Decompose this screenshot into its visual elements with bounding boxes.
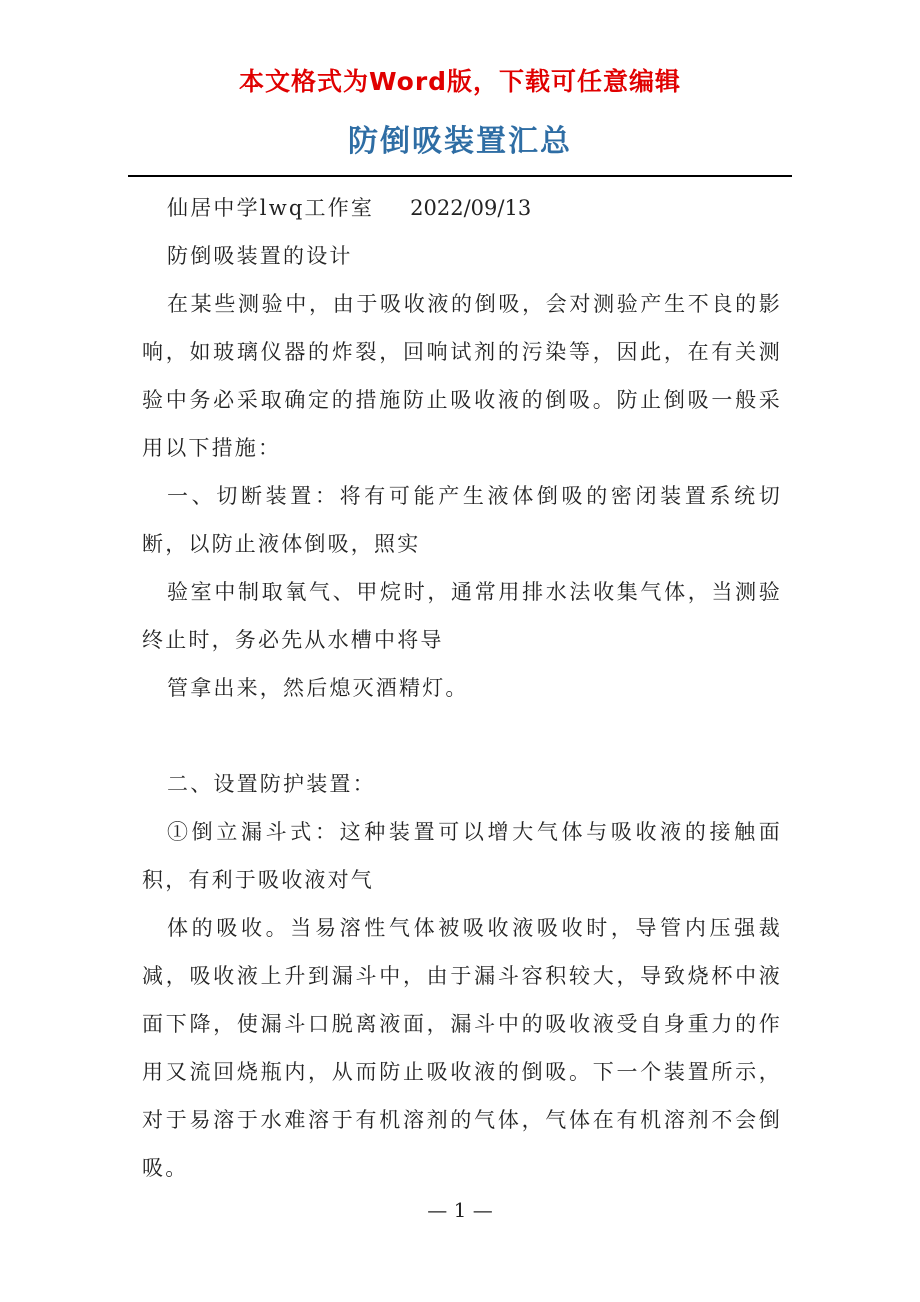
document-title: 防倒吸装置汇总 — [348, 124, 572, 159]
meta-line — [142, 184, 782, 232]
document-body — [142, 184, 782, 1192]
paragraph: ①倒立漏斗式：这种装置可以增大气体与吸收液的接触面积，有利于吸收液对气 — [142, 820, 782, 892]
blank-line — [142, 712, 782, 760]
paragraph: 管拿出来，然后熄灭酒精灯。 — [167, 676, 469, 700]
meta-author: 仙居中学lwq工作室 — [167, 196, 375, 220]
paragraph: 在某些测验中，由于吸收液的倒吸，会对测验产生不良的影响，如玻璃仪器的炸裂，回响试剂的污染等，因此，在有关测验中务必采取确定的措施防止吸收液的倒吸。防止倒吸一般采用以下措施： — [142, 292, 782, 460]
title-divider — [128, 175, 792, 177]
meta-date: 2022/09/13 — [410, 196, 532, 220]
paragraph: 体的吸收。当易溶性气体被吸收液吸收时，导管内压强裁减，吸收液上升到漏斗中，由于漏斗容积较大，导致烧杯中液面下降，使漏斗口脱离液面，漏斗中的吸收液受自身重力的作用又流回烧瓶内，从而防止吸收液的倒吸。下一个装置所示，对于易溶于水难溶于有机溶剂的气体，气体在有机溶剂不会倒吸。 — [142, 916, 782, 1180]
section-heading: 二、设置防护装置： — [167, 772, 376, 796]
paragraph: 防倒吸装置的设计 — [167, 244, 353, 268]
paragraph: 验室中制取氧气、甲烷时，通常用排水法收集气体，当测验终止时，务必先从水槽中将导 — [142, 580, 782, 652]
format-banner: 本文格式为Word版，下载可任意编辑 — [238, 67, 682, 96]
page-number: — 1 — — [427, 1198, 493, 1222]
paragraph: 一、切断装置：将有可能产生液体倒吸的密闭装置系统切断，以防止液体倒吸，照实 — [142, 484, 782, 556]
